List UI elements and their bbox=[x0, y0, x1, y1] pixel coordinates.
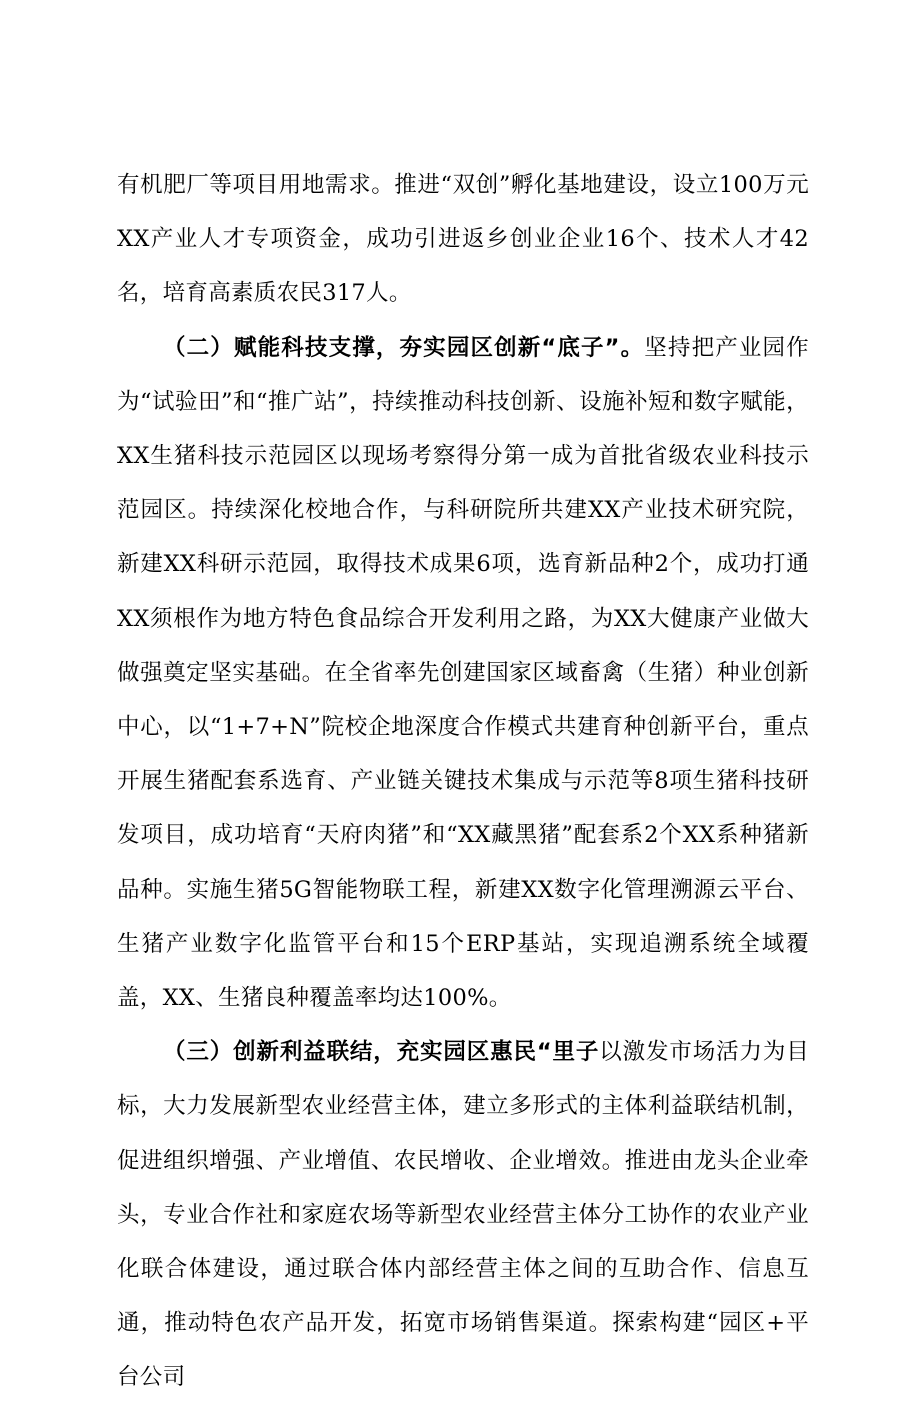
paragraph-2 bbox=[117, 321, 809, 1026]
paragraph-1-text: 有机肥厂等项目用地需求。推进“双创”孵化基地建设，设立100万元XX产业人才专项资金，成功引进返乡创业企业16个、技术人才42名，培育高素质农民317人。 bbox=[117, 172, 809, 307]
paragraph-2-text: 坚持把产业园作为“试验田”和“推广站”，持续推动科技创新、设施补短和数字赋能，XX生猪科技示范园区以现场考察得分第一成为首批省级农业科技示范园区。持续深化校地合作，与科研院所共建XX产业技术研究院，新建XX科研示范园，取得技术成果6项，选育新品种2个，成功打通XX须根作为地方特色食品综合开发利用之路，为XX大健康产业做大做强奠定坚实基础。在全省率先创建国家区域畜禽（生猪）种业创新中心，以“1+7+N”院校企地深度合作模式共建育种创新平台，重点开展生猪配套系选育、产业链关键技术集成与示范等8项生猪科技研发项目，成功培育“天府肉猪”和“XX藏黑猪”配套系2个XX系种猪新品种。实施生猪5G智能物联工程，新建XX数字化管理溯源云平台、生猪产业数字化监管平台和15个ERP基站，实现追溯系统全域覆盖，XX、生猪良种覆盖率均达100%。 bbox=[117, 334, 809, 1012]
section-heading-2: （二）赋能科技支撑，夯实园区创新“底子”。 bbox=[163, 334, 645, 361]
section-heading-3: （三）创新利益联结，充实园区惠民“里子 bbox=[163, 1039, 600, 1066]
document-body bbox=[117, 158, 809, 1405]
paragraph-3-text: 以激发市场活力为目标，大力发展新型农业经营主体，建立多形式的主体利益联结机制，促进组织增强、产业增值、农民增收、企业增效。推进由龙头企业牵头，专业合作社和家庭农场等新型农业经营主体分工协作的农业产业化联合体建设，通过联合体内部经营主体之间的互助合作、信息互通，推动特色农产品开发，拓宽市场销售渠道。探索构建“园区+平台公司 bbox=[117, 1039, 809, 1391]
paragraph-1 bbox=[117, 158, 809, 321]
paragraph-3 bbox=[117, 1025, 809, 1404]
